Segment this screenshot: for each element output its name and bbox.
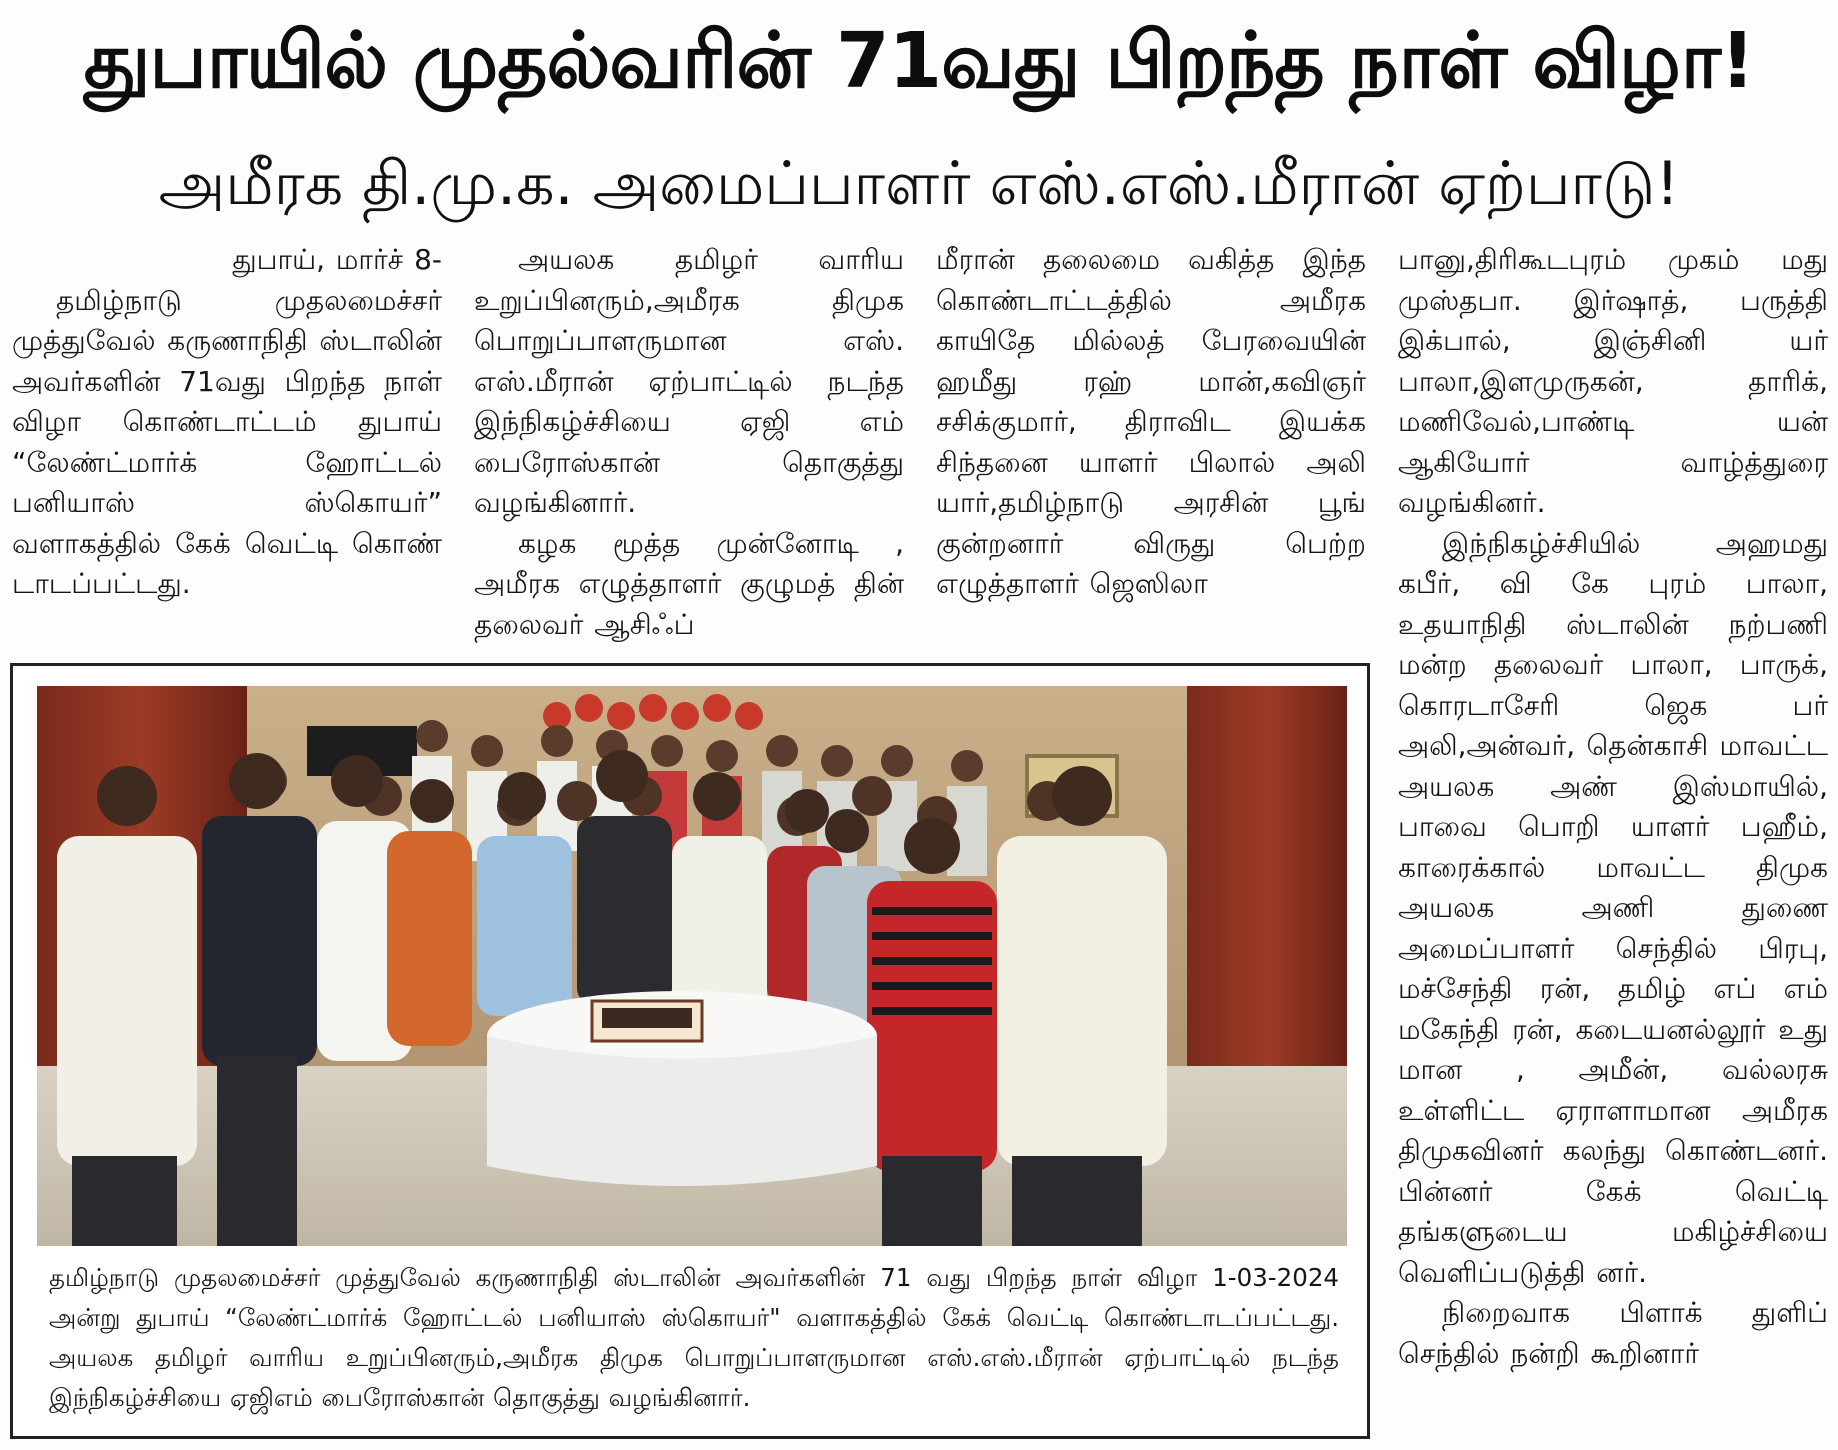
article-column-4 (1398, 240, 1828, 1374)
article-paragraph: மீரான் தலைமை வகித்த இந்த கொண்டாட்டத்தில் அமீரக காயிதே மில்லத் பேரவையின் ஹமீது ரஹ் மான்,கவிஞர் சசிக்குமார், திராவிட இயக்க சிந்தனை யாளர் பிலால் அலி யார்,தமிழ்நாடு அரசின் பூங் குன்றனார் விருது பெற்ற எழுத்தாளர் ஜெஸிலா (936, 243, 1366, 600)
article-paragraph: கழக மூத்த முன்னோடி , அமீரக எழுத்தாளர் குழுமத் தின் தலைவர் ஆசிஃப் (474, 526, 904, 641)
headline: துபாயில் முதல்வரின் 71வது பிறந்த நாள் விழா! (83, 17, 1755, 106)
photo-caption: தமிழ்நாடு முதலமைச்சர் முத்துவேல் கருணாநிதி ஸ்டாலின் அவர்களின் 71 வது பிறந்த நாள் விழா 1-03-2024 அன்று துபாய் “லேண்ட்மார்க் ஹோட்டல் பனியாஸ் ஸ்கொயர்" வளாகத்தில் கேக் வெட்டி கொண்டாடப்பட்டது. அயலக தமிழர் வாரிய உறுப்பினரும்,அமீரக திமுக பொறுப்பாளருமான எஸ்.எஸ்.மீரான் ஏற்பாட்டில் நடந்த இந்நிகழ்ச்சியை ஏஜிஎம் பைரோஸ்கான் தொகுத்து வழங்கினார். (49, 1263, 1339, 1412)
article-paragraph: தமிழ்நாடு முதலமைச்சர் முத்துவேல் கருணாநிதி ஸ்டாலின் அவர்களின் 71வது பிறந்த நாள் விழா கொண்டாட்டம் துபாய் “லேண்ட்மார்க் ஹோட்டல் பனியாஸ் ஸ்கொயர்” வளாகத்தில் கேக் வெட்டி கொண் டாடப்பட்டது. (12, 283, 442, 600)
article-paragraph: பானு,திரிகூடபுரம் முகம் மது முஸ்தபா. இர்ஷாத், பருத்தி இக்பால், இஞ்சினி யர் பாலா,இளமுருகன், தாரிக், மணிவேல்,பாண்டி யன் ஆகியோர் வாழ்த்துரை வழங்கினர். (1398, 243, 1828, 519)
subheadline: அமீரக தி.மு.க. அமைப்பாளர் எஸ்.எஸ்.மீரான் ஏற்பாடு! (158, 149, 1680, 219)
article-column-3 (936, 240, 1366, 605)
article-column-1 (12, 240, 442, 605)
dateline: துபாய், மார்ச் 8- (232, 243, 442, 276)
article-paragraph: அயலக தமிழர் வாரிய உறுப்பினரும்,அமீரக திமுக பொறுப்பாளருமான எஸ். எஸ்.மீரான் ஏற்பாட்டில் நடந்த இந்நிகழ்ச்சியை ஏஜி எம் பைரோஸ்கான் தொகுத்து வழங்கினார். (474, 243, 904, 519)
photo-box (10, 663, 1370, 1439)
article-paragraph: நிறைவாக பிளாக் துளிப் செந்தில் நன்றி கூறினார் (1398, 1296, 1828, 1370)
group-photo-illustration (37, 686, 1347, 1246)
article-column-2 (474, 240, 904, 645)
article-paragraph: இந்நிகழ்ச்சியில் அஹமது கபீர், வி கே புரம் பாலா, உதயாநிதி ஸ்டாலின் நற்பணி மன்ற தலைவர் பாலா, பாருக், கொரடாசேரி ஜெக பர் அலி,அன்வர், தென்காசி மாவட்ட அயலக அண் இஸ்மாயில், பாவை பொறி யாளர் பஹீம், காரைக்கால் மாவட்ட திமுக அயலக அணி துணை அமைப்பாளர் செந்தில் பிரபு, மச்சேந்தி ரன், தமிழ் எப் எம் மகேந்தி ரன், கடையனல்லூர் உது மான , அமீன், வல்லரசு உள்ளிட்ட ஏராளாமான அமீரக திமுகவினர் கலந்து கொண்டனர். பின்னர் கேக் வெட்டி தங்களுடைய மகிழ்ச்சியை வெளிப்படுத்தி னர். (1398, 526, 1828, 1289)
group-photo (37, 686, 1347, 1246)
